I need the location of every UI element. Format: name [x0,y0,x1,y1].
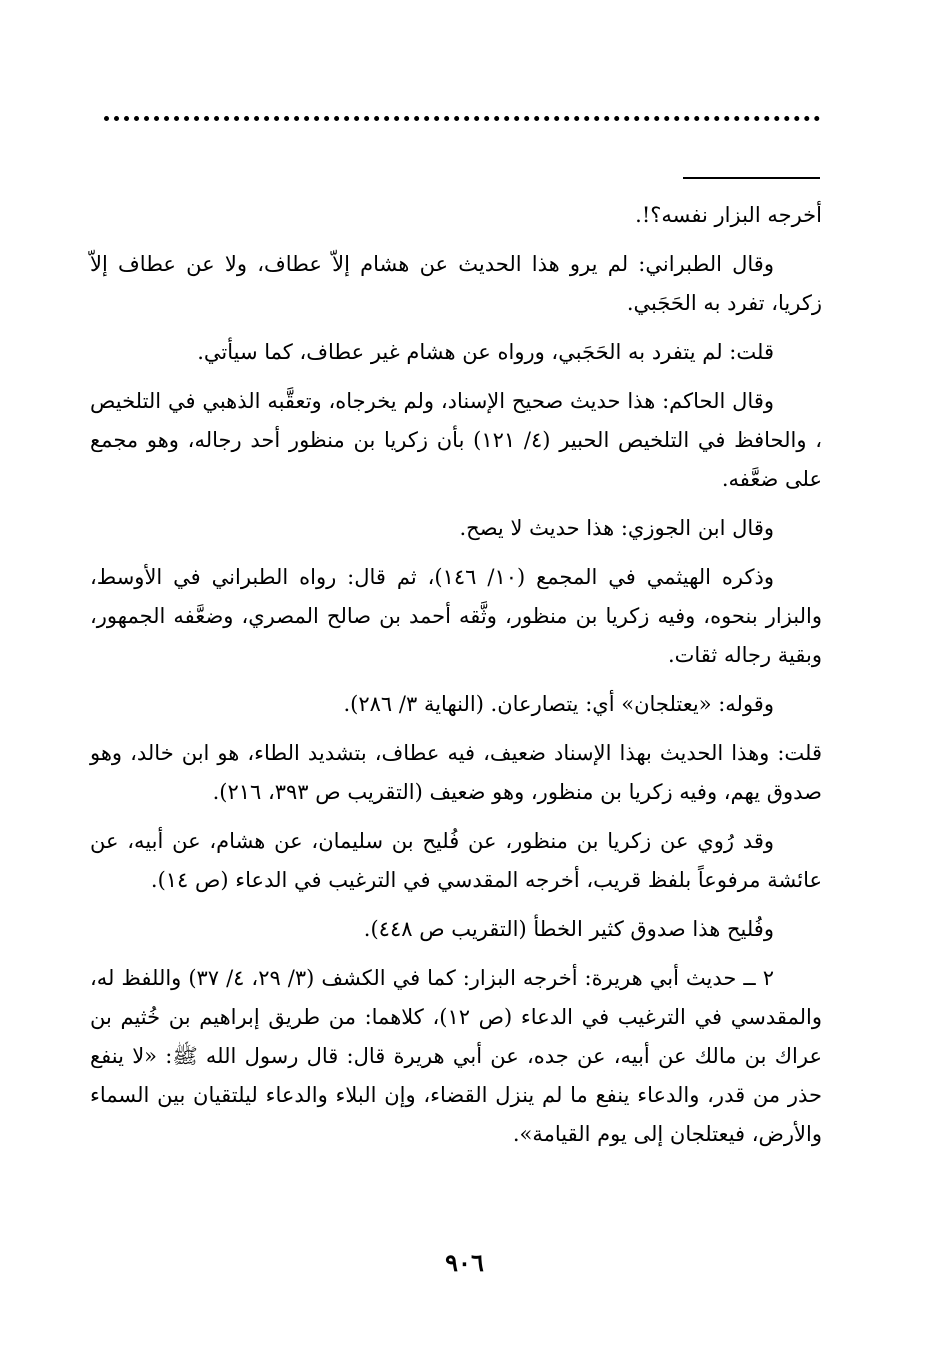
dotted-separator [104,116,820,121]
footnote-rule [683,177,820,179]
paragraph: وفُليح هذا صدوق كثير الخطأ (التقريب ص ٤٤٨). [363,917,774,941]
paragraph: أخرجه البزار نفسه؟!. [635,203,822,227]
paragraph: وقد رُوي عن زكريا بن منظور، عن فُليح بن سليمان، عن هشام، عن أبيه، عن عائشة مرفوعاً بلفظ قريب، أخرجه المقدسي في الترغيب في الدعاء (ص ١٤). [90,829,822,892]
paragraph: قلت: لم يتفرد به الحَجَبي، ورواه عن هشام غير عطاف، كما سيأتي. [197,340,774,364]
paragraph: وقال ابن الجوزي: هذا حديث لا يصح. [459,516,774,540]
paragraph: وقوله: «يعتلجان» أي: يتصارعان. (النهاية ٣/ ٢٨٦). [343,692,774,716]
page-number: ٩٠٦ [445,1248,484,1277]
paragraph: وقال الطبراني: لم يرو هذا الحديث عن هشام إلاّ عطاف، ولا عن عطاف إلاّ زكريا، تفرد به الحَجَبي. [90,252,822,315]
footnote-text [90,196,822,1164]
paragraph: قلت: وهذا الحديث بهذا الإسناد ضعيف، فيه عطاف، بتشديد الطاء، هو ابن خالد، وهو صدوق يهم، وفيه زكريا بن منظور، وهو ضعيف (التقريب ص ٣٩٣، ٢١٦). [90,741,822,804]
paragraph: وذكره الهيثمي في المجمع (١٠/ ١٤٦)، ثم قال: رواه الطبراني في الأوسط، والبزار بنحوه، وفيه زكريا بن منظور، وثَّقه أحمد بن صالح المصري، وضعَّفه الجمهور، وبقية رجاله ثقات. [90,565,822,667]
paragraph: ٢ ــ حديث أبي هريرة: أخرجه البزار: كما في الكشف (٣/ ٢٩، ٤/ ٣٧) واللفظ له، والمقدسي في الترغيب في الدعاء (ص ١٢)، كلاهما: من طريق إبراهيم بن خُثيم بن عراك بن مالك عن أبيه، عن جده، عن أبي هريرة قال: قال رسول الله ﷺ: «لا ينفع حذر من قدر، والدعاء ينفع ما لم ينزل القضاء، وإن البلاء والدعاء ليلتقيان بين السماء والأرض، فيعتلجان إلى يوم القيامة». [90,966,822,1146]
paragraph: وقال الحاكم: هذا حديث صحيح الإسناد، ولم يخرجاه، وتعقَّبه الذهبي في التلخيص ، والحافظ في التلخيص الحبير (٤/ ١٢١) بأن زكريا بن منظور أحد رجاله، وهو مجمع على ضعَّفه. [90,389,822,491]
